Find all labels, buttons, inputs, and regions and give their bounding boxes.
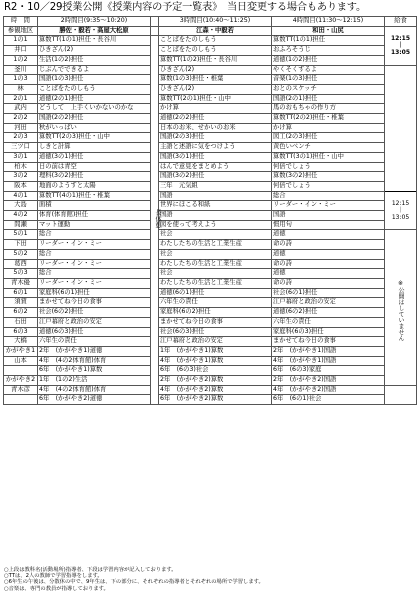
break-column (151, 36, 159, 405)
table-row (4, 356, 417, 366)
period-2-cell: 1年 (1の2)生活 (38, 376, 151, 386)
schedule-table (3, 16, 417, 405)
table-row (4, 298, 417, 308)
period-4-cell: 馬のおもちゃの作り方 (272, 104, 385, 114)
period-4-cell: 図工(2の3)担任 (272, 133, 385, 143)
header-row-area (4, 26, 417, 36)
lunch-note-bottom-text: ※公開はしていません (397, 280, 404, 342)
header-time: 時 間 (4, 17, 38, 27)
period-2-cell: 6年 (かがやき1)算数 (38, 366, 151, 376)
period-4-cell: 総合 (272, 191, 385, 201)
header-row-time (4, 17, 417, 27)
table-row (4, 143, 417, 153)
table-row (4, 133, 417, 143)
period-3-cell: 国語(3の1)担任 (159, 152, 272, 162)
schedule-body (4, 17, 417, 405)
table-row (4, 65, 417, 75)
period-4-cell: まかせてね今日の食事 (272, 337, 385, 347)
header-period-3: 3時間目(10:40～11:25) (159, 17, 272, 27)
class-cell: 3の2 (4, 172, 38, 182)
period-2-cell: リーダー・イン・ミー (38, 259, 151, 269)
period-3-cell: 国語(3の2)担任 (159, 172, 272, 182)
table-row (4, 376, 417, 386)
period-2-cell: 道徳(3の1)担任 (38, 152, 151, 162)
period-3-cell: わたしたちの生活と工業生産 (159, 259, 272, 269)
period-4-cell: 算数TT(3の1)担任・山中 (272, 152, 385, 162)
period-3-cell: 国語 (159, 211, 272, 221)
lunch-note-bottom (385, 230, 417, 385)
table-row (4, 46, 417, 56)
period-3-cell: わたしたちの生活と工業生産 (159, 240, 272, 250)
period-4-cell: 2年 (かがやき1)国語 (272, 346, 385, 356)
period-4-cell: 2年 (かがやき2)国語 (272, 376, 385, 386)
page-title: R2・10／29授業公開《授業内容の予定一覧表》 当日変更する場合もあります。 (4, 2, 366, 13)
class-cell: 1の2 (4, 55, 38, 65)
header-period-2: 2時間目(9:35～10:20) (38, 17, 151, 27)
period-3-cell: 日本のお米、せかいのお米 (159, 123, 272, 133)
class-cell: 河田 (4, 123, 38, 133)
table-row (4, 94, 417, 104)
period-4-cell: 慣用句 (272, 220, 385, 230)
class-cell: 6の1 (4, 288, 38, 298)
period-2-cell: 日の前は青空 (38, 162, 151, 172)
period-2-cell: 4年 (4の2体育館)体育 (38, 356, 151, 366)
period-3-cell: まかせてね今日の食事 (159, 317, 272, 327)
period-2-cell: 生活(1の2)担任 (38, 55, 151, 65)
period-4-cell: おふろそうじ (272, 46, 385, 56)
table-row (4, 181, 417, 191)
table-row (4, 346, 417, 356)
table-row (4, 114, 417, 124)
class-cell: 葛西 (4, 259, 38, 269)
period-3-cell: 4年 (かがやき2)算数 (159, 385, 272, 395)
period-2-cell: 道徳(2の1)担任 (38, 94, 151, 104)
class-cell: 6の3 (4, 327, 38, 337)
period-3-cell: 国語(2の3)担任 (159, 133, 272, 143)
period-4-cell: 社会(6の1)担任 (272, 288, 385, 298)
table-row (4, 75, 417, 85)
period-4-cell: 算数TT(2の2)担任・椎葉 (272, 114, 385, 124)
lunch-empty (385, 385, 417, 404)
period-3-cell: 社会 (159, 269, 272, 279)
period-2-cell: ことばをたのしもう (38, 84, 151, 94)
class-cell: 間瀬 (4, 220, 38, 230)
period-3-cell: 国語 (159, 191, 272, 201)
header-lunch-time: 12:15 ｜ 13:05 (385, 26, 417, 65)
period-3-cell: はんで意見をまとめよう (159, 162, 272, 172)
class-cell: 3の1 (4, 152, 38, 162)
period-3-cell: 6年 (6の3)社会 (159, 366, 272, 376)
period-4-cell: 算数TT(1の1)担任 (272, 36, 385, 46)
period-4-cell: 道徳 (272, 269, 385, 279)
period-4-cell: 6年 (6の1)社会 (272, 395, 385, 405)
class-cell: かがやき1 (4, 346, 38, 356)
period-3-cell: 三年 元気組 (159, 181, 272, 191)
header-area-3: 江森・中毅若 (159, 26, 272, 36)
period-3-cell: 4年 (かがやき1)算数 (159, 356, 272, 366)
class-cell: 4の1 (4, 191, 38, 201)
class-cell: 6の2 (4, 308, 38, 318)
period-4-cell: 道徳(1の2)担任 (272, 55, 385, 65)
class-cell: 須賀 (4, 298, 38, 308)
period-4-cell: 国語 (272, 211, 385, 221)
table-row (4, 123, 417, 133)
class-cell: 武内 (4, 104, 38, 114)
period-4-cell: 6年 (6の3)家庭 (272, 366, 385, 376)
table-row (4, 172, 417, 182)
period-2-cell: 理科(3の2)担任 (38, 172, 151, 182)
class-cell: 5の2 (4, 249, 38, 259)
class-cell: かがやき2 (4, 376, 38, 386)
period-3-cell: わたしたちの生活と工業生産 (159, 278, 272, 288)
table-row (4, 84, 417, 94)
table-row (4, 308, 417, 318)
notes (4, 567, 416, 592)
table-row (4, 162, 417, 172)
period-2-cell: 社会(6の2)担任 (38, 308, 151, 318)
period-2-cell: しきと計算 (38, 143, 151, 153)
note-line: ○音楽は、専門の教員が指導しております。 (4, 585, 109, 592)
lunch-time-2-text: 12:15 ｜ 13:05 (391, 200, 410, 222)
table-row (4, 36, 417, 46)
period-3-cell: 六年生の責任 (159, 298, 272, 308)
class-cell: 三ツ口 (4, 143, 38, 153)
class-cell: 阪本 (4, 181, 38, 191)
header-period-4: 4時間目(11:30～12:15) (272, 17, 385, 27)
period-2-cell: 体育(体育館)担任 (38, 211, 151, 221)
period-2-cell: 算数TT(1の1)担任・長谷川 (38, 36, 151, 46)
period-4-cell: 命の詩 (272, 240, 385, 250)
period-3-cell: 算数TT(1の2)担任・長谷川 (159, 55, 272, 65)
table-row (4, 395, 417, 405)
class-cell: 1の1 (4, 36, 38, 46)
period-3-cell: 道徳(2の2)担任 (159, 114, 272, 124)
period-4-cell: 命の詩 (272, 259, 385, 269)
table-row (4, 385, 417, 395)
table-row (4, 337, 417, 347)
period-2-cell: 4年 (4の2体育館)体育 (38, 385, 151, 395)
class-cell (4, 395, 38, 405)
period-4-cell: 何倍でしょう (272, 181, 385, 191)
table-row (4, 230, 417, 240)
class-cell: 石田 (4, 317, 38, 327)
class-cell: 大橋 (4, 337, 38, 347)
class-cell: 5の1 (4, 230, 38, 240)
period-2-cell: 江戸幕府と政治の安定 (38, 317, 151, 327)
class-cell (4, 366, 38, 376)
period-4-cell: かけ算 (272, 123, 385, 133)
period-4-cell: 黄色いベンチ (272, 143, 385, 153)
period-3-cell: 社会(6の3)担任 (159, 327, 272, 337)
table-row (4, 288, 417, 298)
table-row (4, 278, 417, 288)
header-gap (151, 17, 159, 27)
period-3-cell: ひきざん(2) (159, 84, 272, 94)
period-2-cell: 総合 (38, 230, 151, 240)
class-cell: 青木優 (4, 278, 38, 288)
period-2-cell: 算数TT(2の3)担任・山中 (38, 133, 151, 143)
period-3-cell: ひきざん(2) (159, 65, 272, 75)
table-row (4, 104, 417, 114)
period-4-cell: 4年 (かがやき1)国語 (272, 356, 385, 366)
note-line: ○6年生の午後は、分散休の中で、9年生は、下の部分に、それぞれの指導者とそれぞれの場所で学習します。 (4, 579, 264, 586)
period-4-cell: 道徳 (272, 230, 385, 240)
period-3-cell: 算数TT(2の1)担任・山中 (159, 94, 272, 104)
class-cell: 大島 (4, 201, 38, 211)
class-cell: 2の1 (4, 94, 38, 104)
period-4-cell: 音楽(1の3)担任 (272, 75, 385, 85)
period-3-cell: 1年 (かがやき1)算数 (159, 346, 272, 356)
period-3-cell: 図を使って考えよう (159, 220, 272, 230)
class-cell: 4の2 (4, 211, 38, 221)
period-2-cell: どうして 上手くいかないのかな (38, 104, 151, 114)
period-3-cell: 江戸幕府と政治の安定 (159, 337, 272, 347)
period-3-cell: かけ算 (159, 104, 272, 114)
period-4-cell: 道徳(6の2)担任 (272, 308, 385, 318)
table-row (4, 191, 417, 201)
period-2-cell: 面積 (38, 201, 151, 211)
class-cell: 林 (4, 84, 38, 94)
note-line: ○上段は教科名(活動場所)指導者、下段は学習内容が記入しております。 (4, 567, 177, 573)
table-row (4, 201, 417, 211)
class-cell: 柏木 (4, 162, 38, 172)
class-cell: 2の2 (4, 114, 38, 124)
period-4-cell: 国語(2の1)担任 (272, 94, 385, 104)
period-2-cell: じぶんでできるよ (38, 65, 151, 75)
period-3-cell: 世界にほこる和紙 (159, 201, 272, 211)
header-area-4: 和田・山尻 (272, 26, 385, 36)
period-4-cell: 何倍でしょう (272, 162, 385, 172)
header-gap-2 (151, 26, 159, 36)
class-cell: 5の3 (4, 269, 38, 279)
period-3-cell: 社会 (159, 249, 272, 259)
period-2-cell: 家庭科(6の1)担任 (38, 288, 151, 298)
period-2-cell: 総合 (38, 249, 151, 259)
period-2-cell: 道徳(6の3)担任 (38, 327, 151, 337)
class-cell: 青木彦 (4, 385, 38, 395)
period-3-cell: 道徳(6の1)担任 (159, 288, 272, 298)
table-row (4, 327, 417, 337)
class-cell: 下田 (4, 240, 38, 250)
period-2-cell: 算数TT(4の1)担任・椎葉 (38, 191, 151, 201)
period-4-cell: 道徳 (272, 249, 385, 259)
period-3-cell: ことばをたのしもう (159, 36, 272, 46)
period-2-cell: 国語(2の2)担任 (38, 114, 151, 124)
period-4-cell: 家庭科(6の3)担任 (272, 327, 385, 337)
period-2-cell: 秋がいっぱい (38, 123, 151, 133)
class-cell: 釜川 (4, 65, 38, 75)
period-3-cell: ことばをたのしもう (159, 46, 272, 56)
period-2-cell: 地面のようすと太陽 (38, 181, 151, 191)
header-area-2: 勝佐・毅若・高屋大松原 (38, 26, 151, 36)
table-row (4, 240, 417, 250)
period-2-cell: 国語(1の3)担任 (38, 75, 151, 85)
period-4-cell: おとのスケッチ (272, 84, 385, 94)
period-2-cell: 6年 (かがやき2)道徳 (38, 395, 151, 405)
header-lunch: 給食 (385, 17, 417, 27)
period-4-cell: リーダー・イン・ミー (272, 201, 385, 211)
period-3-cell: 6年 (かがやき2)算数 (159, 395, 272, 405)
period-3-cell: 主語と述語に気をつけよう (159, 143, 272, 153)
period-3-cell: 社会 (159, 230, 272, 240)
period-2-cell: リーダー・イン・ミー (38, 240, 151, 250)
class-cell: 2の3 (4, 133, 38, 143)
period-4-cell: 4年 (かがやき2)国語 (272, 385, 385, 395)
table-row (4, 317, 417, 327)
note-line: ○TTは、2人の教師で学習指導をします。 (4, 573, 103, 580)
period-3-cell: 2年 (かがやき2)算数 (159, 376, 272, 386)
period-4-cell: 命の詩 (272, 278, 385, 288)
table-row (4, 55, 417, 65)
class-cell: 山本 (4, 356, 38, 366)
period-4-cell: 江戸幕府と政治の安定 (272, 298, 385, 308)
period-3-cell: 家庭科(6の2)担任 (159, 308, 272, 318)
period-3-cell: 算数(1の3)担任・椎葉 (159, 75, 272, 85)
lunch-time-2 (385, 191, 417, 230)
period-2-cell: 2年 (かがやき1)道徳 (38, 346, 151, 356)
break-label: 長休憩 (154, 208, 161, 228)
table-row (4, 249, 417, 259)
header-area: 参観地区 (4, 26, 38, 36)
period-2-cell: 六年生の責任 (38, 337, 151, 347)
period-2-cell: マット運動 (38, 220, 151, 230)
class-cell: 1の3 (4, 75, 38, 85)
table-row (4, 211, 417, 221)
period-4-cell: やくそくするよ (272, 65, 385, 75)
period-2-cell: まかせてね今日の食事 (38, 298, 151, 308)
table-row (4, 220, 417, 230)
period-4-cell: 算数(3の2)担任 (272, 172, 385, 182)
period-2-cell: 総合 (38, 269, 151, 279)
period-4-cell: 六年生の責任 (272, 317, 385, 327)
table-row (4, 152, 417, 162)
table-row (4, 269, 417, 279)
period-2-cell: ひきざん(2) (38, 46, 151, 56)
class-cell: 井口 (4, 46, 38, 56)
table-row (4, 366, 417, 376)
period-2-cell: リーダー・イン・ミー (38, 278, 151, 288)
table-row (4, 259, 417, 269)
